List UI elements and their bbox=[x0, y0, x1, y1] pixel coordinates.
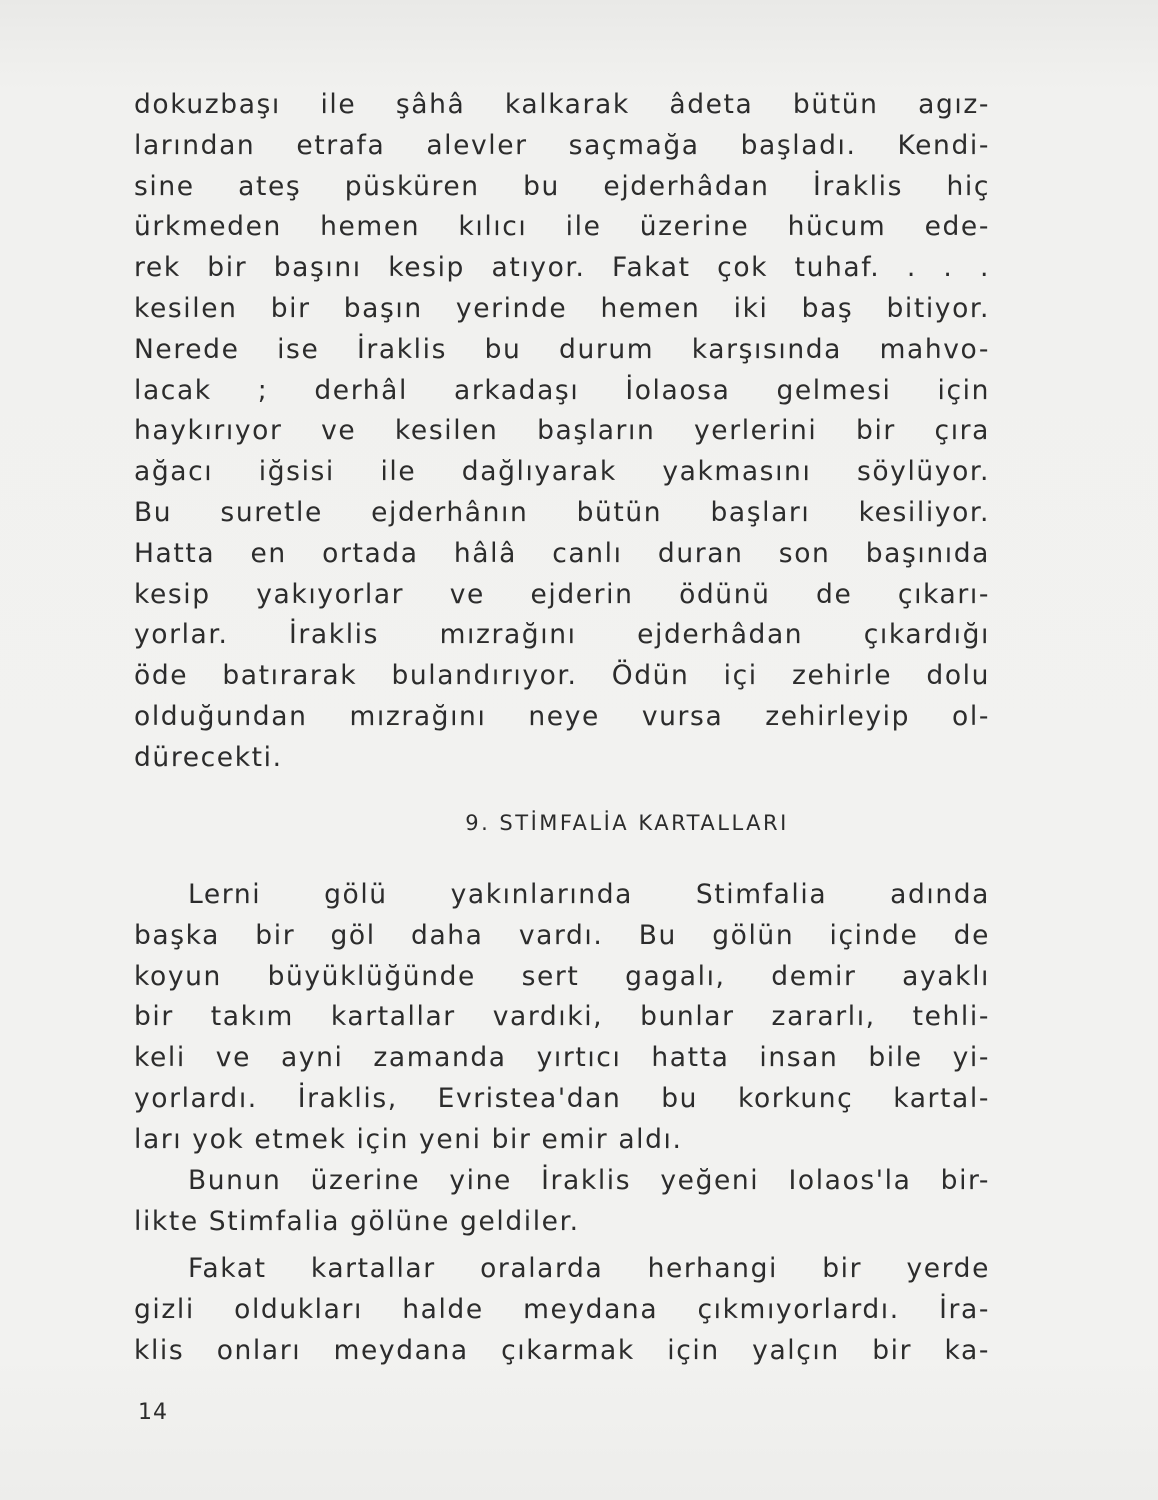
text-line: Bunun üzerine yine İraklis yeğeni Iolaos'la bir- bbox=[188, 1165, 990, 1196]
text-line: larından etrafa alevler saçmağa başladı. Kendi- bbox=[134, 129, 990, 161]
text-line: Bu suretle ejderhânın bütün başları kesiliyor. bbox=[134, 496, 990, 528]
text-line: Lerni gölü yakınlarında Stimfalia adında bbox=[188, 879, 990, 910]
text-line: haykırıyor ve kesilen başların yerlerini bir çıra bbox=[134, 415, 990, 447]
paragraph-stymphalian-birds bbox=[134, 875, 990, 1161]
page-number: 14 bbox=[138, 1400, 168, 1425]
text-line: başka bir göl daha vardı. Bu gölün içinde de bbox=[134, 919, 990, 951]
paragraph-journey bbox=[134, 1161, 990, 1243]
text-line: klis onları meydana çıkarmak için yalçın bir ka- bbox=[134, 1334, 990, 1366]
text-line: dürecekti. bbox=[134, 741, 283, 773]
text-line: Hatta en ortada hâlâ canlı duran son başınıda bbox=[134, 537, 990, 569]
text-line: Nerede ise İraklis bu durum karşısında mahvo- bbox=[134, 333, 990, 365]
text-line: likte Stimfalia gölüne geldiler. bbox=[134, 1205, 580, 1237]
text-line: yorlardı. İraklis, Evristea'dan bu korkunç kartal- bbox=[134, 1082, 990, 1114]
text-line: ağacı iğsisi ile dağlıyarak yakmasını söylüyor. bbox=[134, 456, 990, 488]
text-line: dokuzbaşı ile şâhâ kalkarak âdeta bütün agız- bbox=[134, 89, 990, 120]
section-heading: 9. STİMFALİA KARTALLARI bbox=[465, 811, 789, 835]
text-line: ürkmeden hemen kılıcı ile üzerine hücum ede- bbox=[134, 211, 990, 243]
text-line: lacak ; derhâl arkadaşı İolaosa gelmesi için bbox=[134, 374, 990, 406]
text-line: ları yok etmek için yeni bir emir aldı. bbox=[134, 1123, 683, 1155]
text-line: bir takım kartallar vardıki, bunlar zararlı, tehli- bbox=[134, 1001, 990, 1033]
text-line: sine ateş püsküren bu ejderhâdan İraklis hiç bbox=[134, 170, 990, 202]
text-line: keli ve ayni zamanda yırtıcı hatta insan bile yi- bbox=[134, 1042, 990, 1074]
paragraph-hydra-ending bbox=[134, 85, 990, 779]
text-line: kesilen bir başın yerinde hemen iki baş bitiyor. bbox=[134, 292, 990, 324]
text-line: öde batırarak bulandırıyor. Ödün içi zehirle dolu bbox=[134, 660, 990, 692]
text-line: koyun büyüklüğünde sert gagalı, demir ayaklı bbox=[134, 960, 990, 992]
text-line: Fakat kartallar oralarda herhangi bir yerde bbox=[188, 1253, 990, 1284]
text-line: rek bir başını kesip atıyor. Fakat çok tuhaf. . . . bbox=[134, 252, 990, 284]
text-line: olduğundan mızrağını neye vursa zehirleyip ol- bbox=[134, 700, 990, 732]
text-line: yorlar. İraklis mızrağını ejderhâdan çıkardığı bbox=[134, 619, 990, 651]
paragraph-hidden-eagles bbox=[134, 1249, 990, 1371]
text-line: kesip yakıyorlar ve ejderin ödünü de çıkarı- bbox=[134, 578, 990, 610]
text-line: gizli oldukları halde meydana çıkmıyorlardı. İra- bbox=[134, 1293, 990, 1325]
